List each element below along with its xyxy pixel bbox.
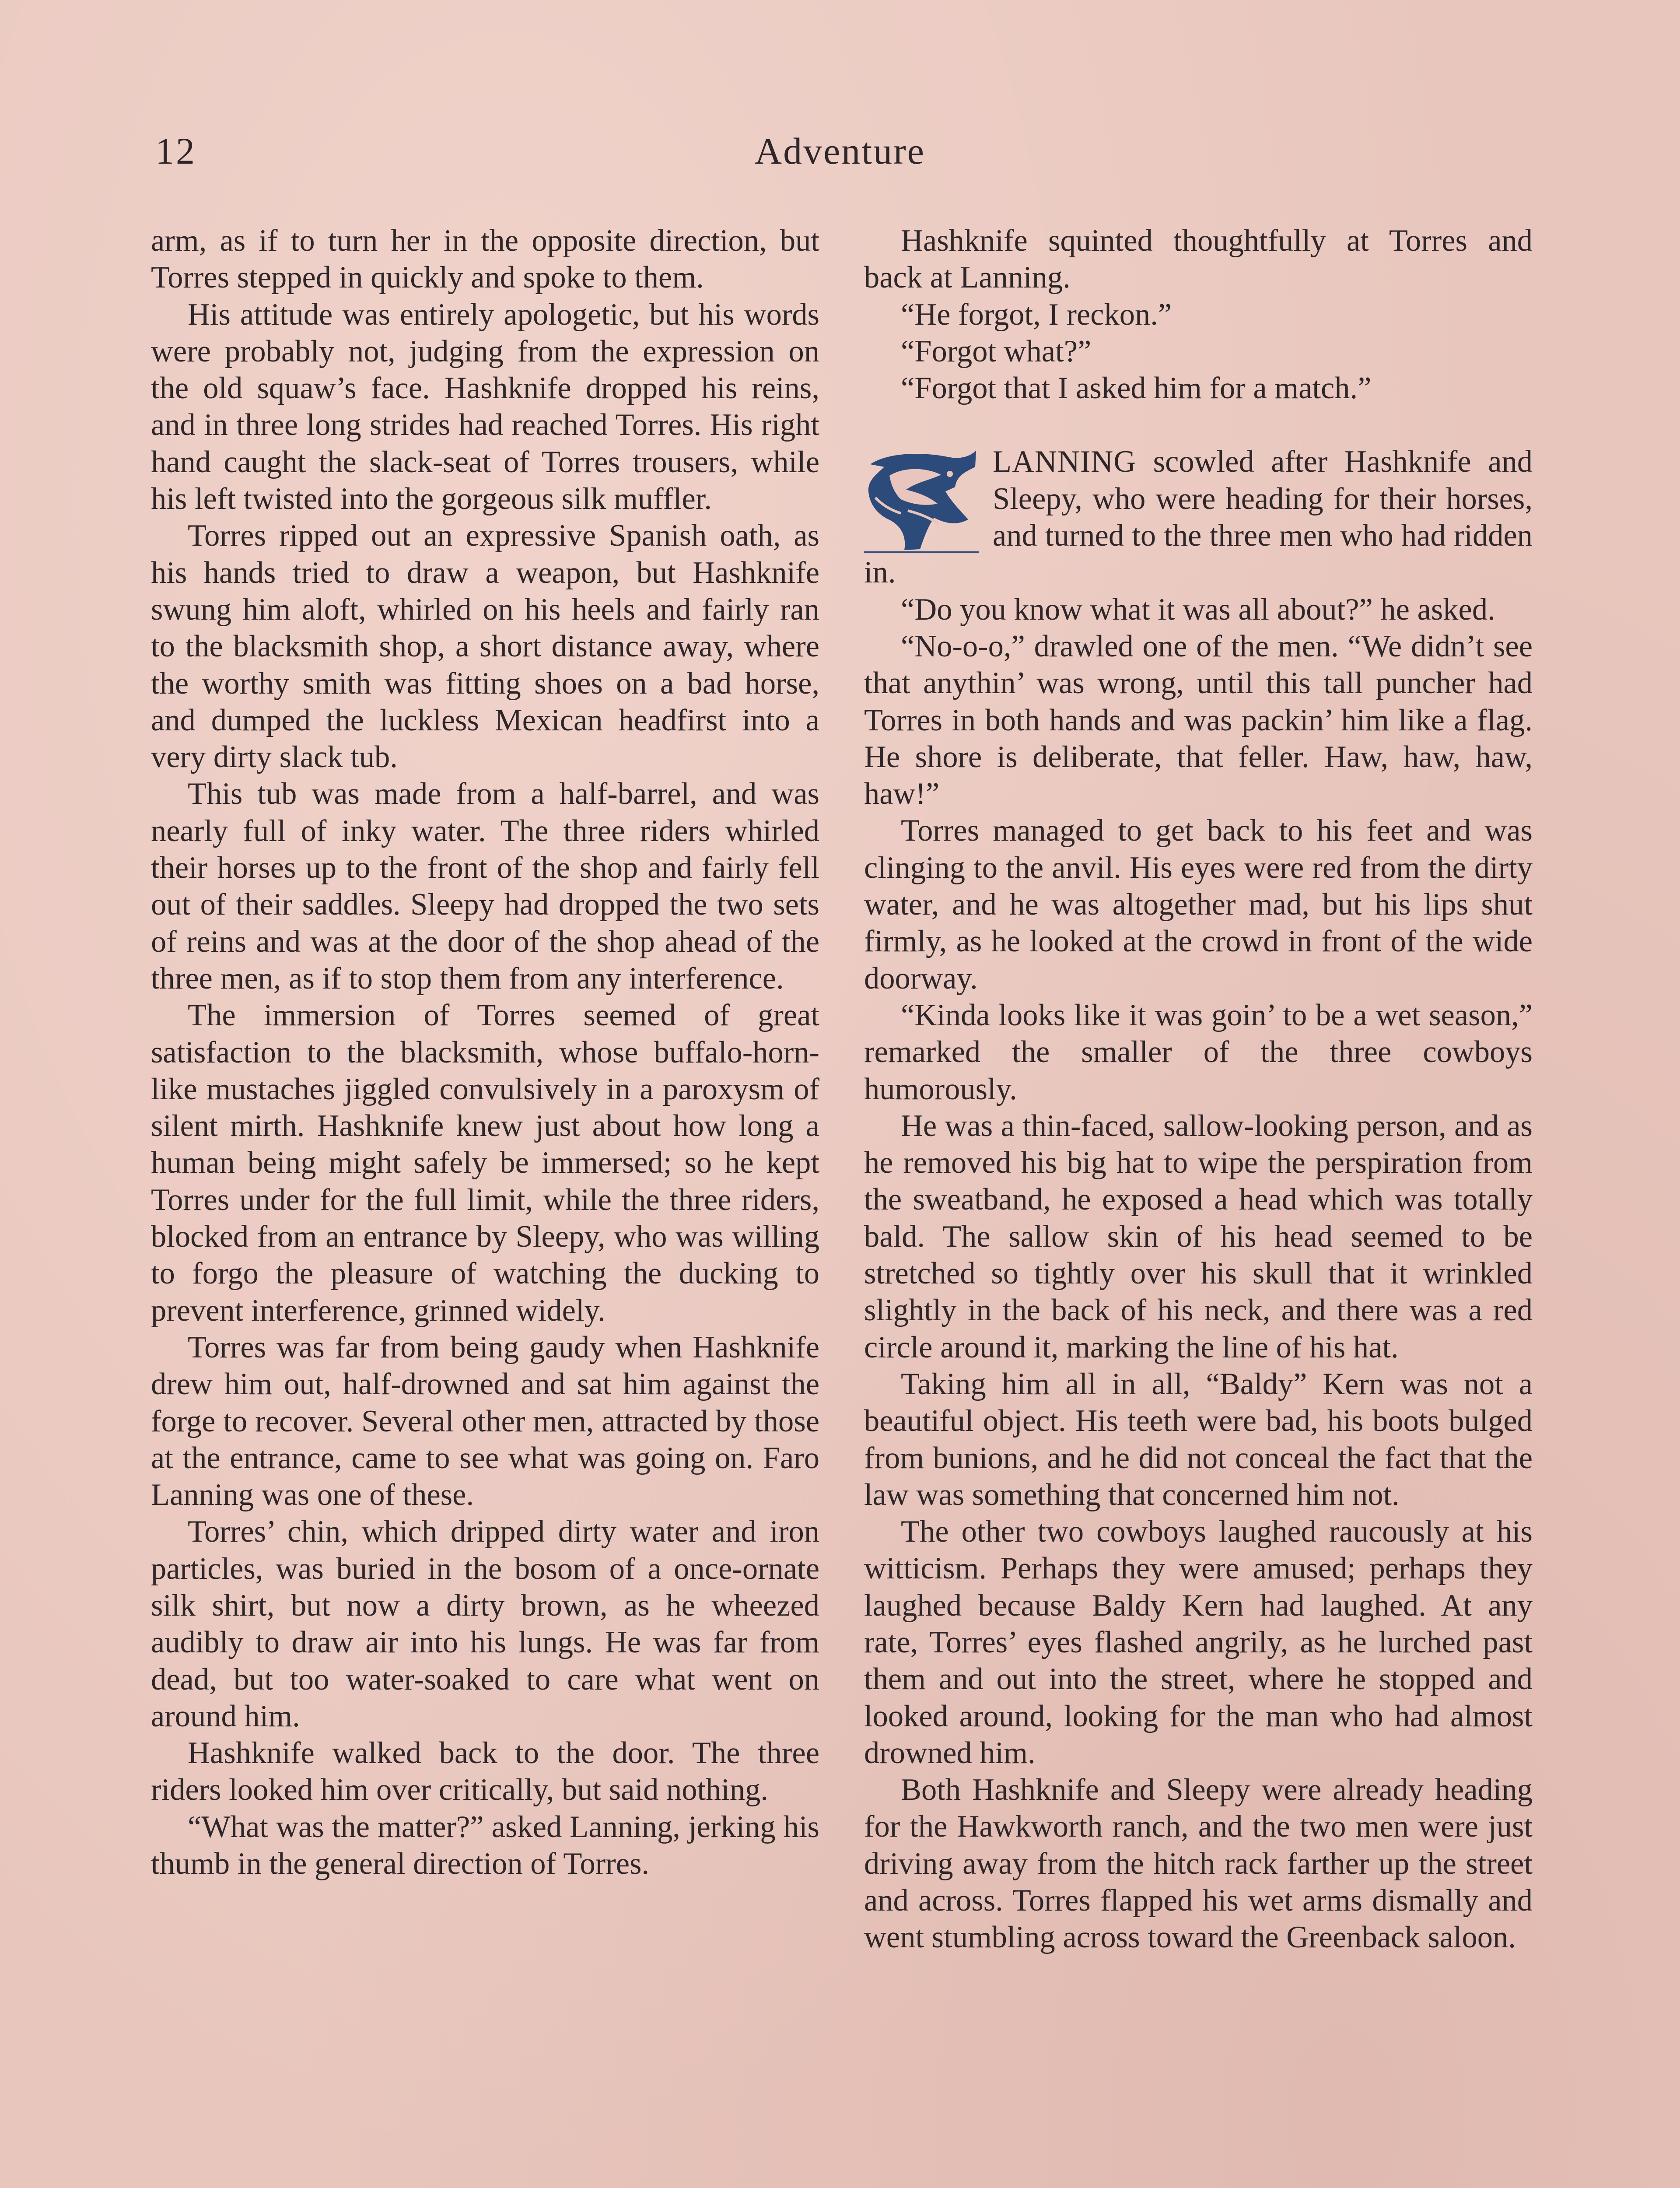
paragraph: His attitude was entirely apologetic, but his words were probably not, judging from the expression on the old squaw’s face. Hashknife dropped his reins, and in three long strides had reached Torres. His right hand caught the slack-seat of Torres trousers, while his left twisted into the gorgeous silk muffler. (151, 297, 819, 516)
paragraph: Torres managed to get back to his feet and was clinging to the anvil. His eyes were red from the dirty water, and he was altogether mad, but his lips shut firmly, as he looked at the crowd in front of the wide doorway. (864, 813, 1533, 996)
paragraph: Taking him all in all, “Baldy” Kern was not a beautiful object. His teeth were bad, his boots bulged from bunions, and he did not conceal the fact that the law was something that concerned him not. (864, 1367, 1533, 1512)
section-opening-paragraph (864, 443, 1533, 591)
right-column (864, 222, 1533, 1956)
paragraph: “Do you know what it was all about?” he asked. (901, 592, 1495, 627)
page-number: 12 (155, 130, 196, 172)
paragraph: “Forgot that I asked him for a match.” (901, 371, 1372, 406)
running-head-title: Adventure (755, 130, 925, 172)
paragraph: arm, as if to turn her in the opposite direction, but Torres stepped in quickly and spoke to them. (151, 224, 819, 295)
paragraph: “Forgot what?” (901, 334, 1092, 368)
drop-cap-l-icon (864, 449, 979, 553)
paragraph: This tub was made from a half-barrel, and was nearly full of inky water. The three riders whirled their horses up to the front of the shop and fairly fell out of their saddles. Sleepy had dropped the two sets of reins and was at the door of the shop ahead of the three men, as if to stop them from any interference. (151, 777, 819, 996)
paragraph: The other two cowboys laughed raucously at his witticism. Perhaps they were amused; perhaps they laughed because Baldy Kern had laughed. At any rate, Torres’ eyes flashed angrily, as he lurched past them and out into the street, where he stopped and looked around, looking for the man who had almost drowned him. (864, 1515, 1533, 1770)
paragraph: Hashknife walked back to the door. The three riders looked him over critically, but said nothing. (151, 1736, 819, 1807)
paragraph: “No-o-o,” drawled one of the men. “We didn’t see that anythin’ was wrong, until this tall puncher had Torres in both hands and was packin’ him like a flag. He shore is deliberate, that feller. Haw, haw, haw, haw!” (864, 629, 1533, 811)
lead-word-rest: ANNING (1012, 445, 1137, 479)
paragraph: “Kinda looks like it was goin’ to be a wet season,” remarked the smaller of the three cowboys humorously. (864, 998, 1533, 1106)
paragraph: Both Hashknife and Sleepy were already heading for the Hawkworth ranch, and the two men were just driving away from the hitch rack farther up the street and across. Torres flapped his wet arms dismally and went stumbling across toward the Greenback saloon. (864, 1773, 1533, 1955)
paragraph: “He forgot, I reckon.” (901, 297, 1172, 332)
lead-initial: L (993, 445, 1012, 479)
paragraph: Torres’ chin, which dripped dirty water and iron particles, was buried in the bosom of a once-ornate silk shirt, but now a dirty brown, as he wheezed audibly to draw air into his lungs. He was far from dead, but too water-soaked to care what went on around him. (151, 1515, 819, 1733)
paragraph: He was a thin-faced, sallow-looking person, and as he removed his big hat to wipe the perspiration from the sweatband, he exposed a head which was totally bald. The sallow skin of his head seemed to be stretched so tightly over his skull that it wrinkled slightly in the back of his neck, and there was a red circle around it, marking the line of his hat. (864, 1108, 1533, 1364)
paragraph: The immersion of Torres seemed of great satisfaction to the blacksmith, whose buffalo-horn-like mustaches jiggled convulsively in a paroxysm of silent mirth. Hashknife knew just about how long a human being might safely be immersed; so he kept Torres under for the full limit, while the three riders, blocked from an entrance by Sleepy, who was willing to forgo the pleasure of watching the ducking to prevent interference, grinned widely. (151, 998, 819, 1328)
paragraph: “What was the matter?” asked Lanning, jerking his thumb in the general direction of Torres. (151, 1809, 819, 1881)
left-column (151, 222, 819, 1882)
section-opening-text: scowled after Hashknife and Sleepy, who were heading for their horses, and turned to the three men who had ridden in. (864, 445, 1533, 590)
paragraph: Torres was far from being gaudy when Hashknife drew him out, half-drowned and sat him against the forge to recover. Several other men, attracted by those at the entrance, came to see what was going on. Faro Lanning was one of these. (151, 1330, 819, 1512)
lead-word (993, 445, 1136, 479)
paragraph: Torres ripped out an expressive Spanish oath, as his hands tried to draw a weapon, but Hashknife swung him aloft, whirled on his heels and fairly ran to the blacksmith shop, a short distance away, where the worthy smith was fitting shoes on a bad horse, and dumped the luckless Mexican headfirst into a very dirty slack tub. (151, 519, 819, 775)
paragraph: Hashknife squinted thoughtfully at Torres and back at Lanning. (864, 224, 1533, 295)
